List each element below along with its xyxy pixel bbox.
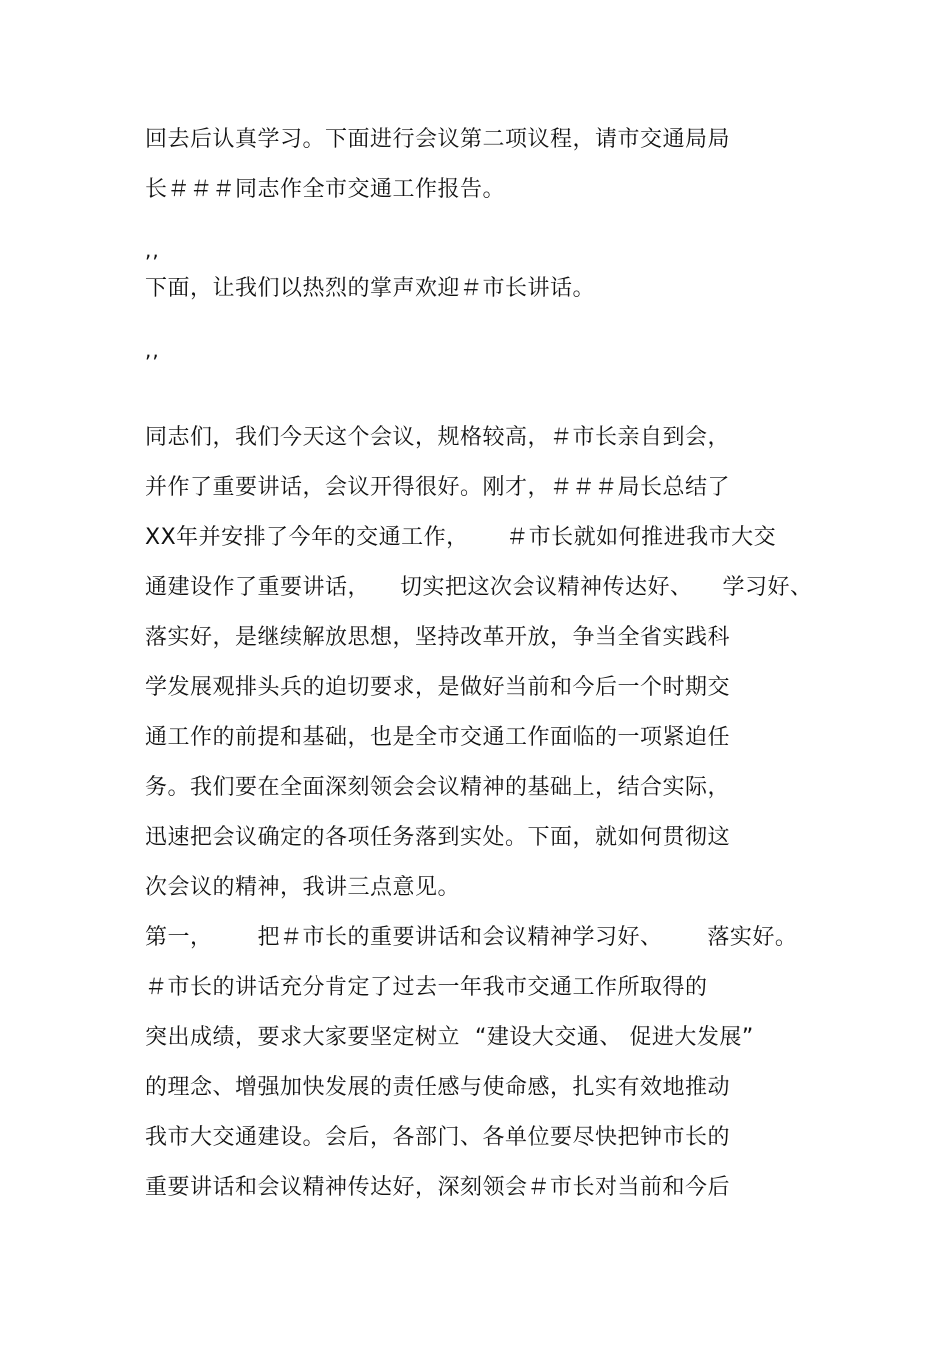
paragraph-line: ＃市长的讲话充分肯定了过去一年我市交通工作所取得的 <box>145 975 708 1000</box>
paragraph-line: 务。我们要在全面深刻领会会议精神的基础上，结合实际， <box>145 775 731 800</box>
paragraph-line: 突出成绩，要求大家要坚定树立 “建设大交通、 促进大发展” <box>145 1025 754 1050</box>
paragraph-line: 我市大交通建设。会后，各部门、各单位要尽快把钟市长的 <box>145 1125 731 1150</box>
paragraph-line: 并作了重要讲话，会议开得很好。刚才，＃＃＃局长总结了 <box>145 475 731 500</box>
paragraph-line: 同志们，我们今天这个会议，规格较高，＃市长亲自到会， <box>145 425 731 450</box>
paragraph-line: 回去后认真学习。下面进行会议第二项议程，请市交通局局 <box>145 127 731 152</box>
paragraph-line: 学发展观排头兵的迫切要求，是做好当前和今后一个时期交 <box>145 675 731 700</box>
paragraph-line: 重要讲话和会议精神传达好，深刻领会＃市长对当前和今后 <box>145 1175 731 1200</box>
paragraph-line: 通建设作了重要讲话， 切实把这次会议精神传达好、 学习好、 <box>145 575 813 600</box>
separator-mark: ,, <box>145 238 160 262</box>
paragraph-line: 落实好，是继续解放思想，坚持改革开放，争当全省实践科 <box>145 625 731 650</box>
paragraph-line: XX年并安排了今年的交通工作， ＃市长就如何推进我市大交 <box>145 525 777 550</box>
paragraph-line: 迅速把会议确定的各项任务落到实处。下面，就如何贯彻这 <box>145 825 731 850</box>
paragraph-line: 通工作的前提和基础，也是全市交通工作面临的一项紧迫任 <box>145 725 731 750</box>
paragraph-line: 长＃＃＃同志作全市交通工作报告。 <box>145 177 506 202</box>
separator-mark: ,, <box>145 338 160 362</box>
section-heading-line: 第一， 把＃市长的重要讲话和会议精神学习好、 落实好。 <box>145 925 798 950</box>
paragraph-line: 次会议的精神，我讲三点意见。 <box>145 875 461 900</box>
paragraph-line: 下面，让我们以热烈的掌声欢迎＃市长讲话。 <box>145 276 596 301</box>
paragraph-line: 的理念、增强加快发展的责任感与使命感，扎实有效地推动 <box>145 1075 731 1100</box>
